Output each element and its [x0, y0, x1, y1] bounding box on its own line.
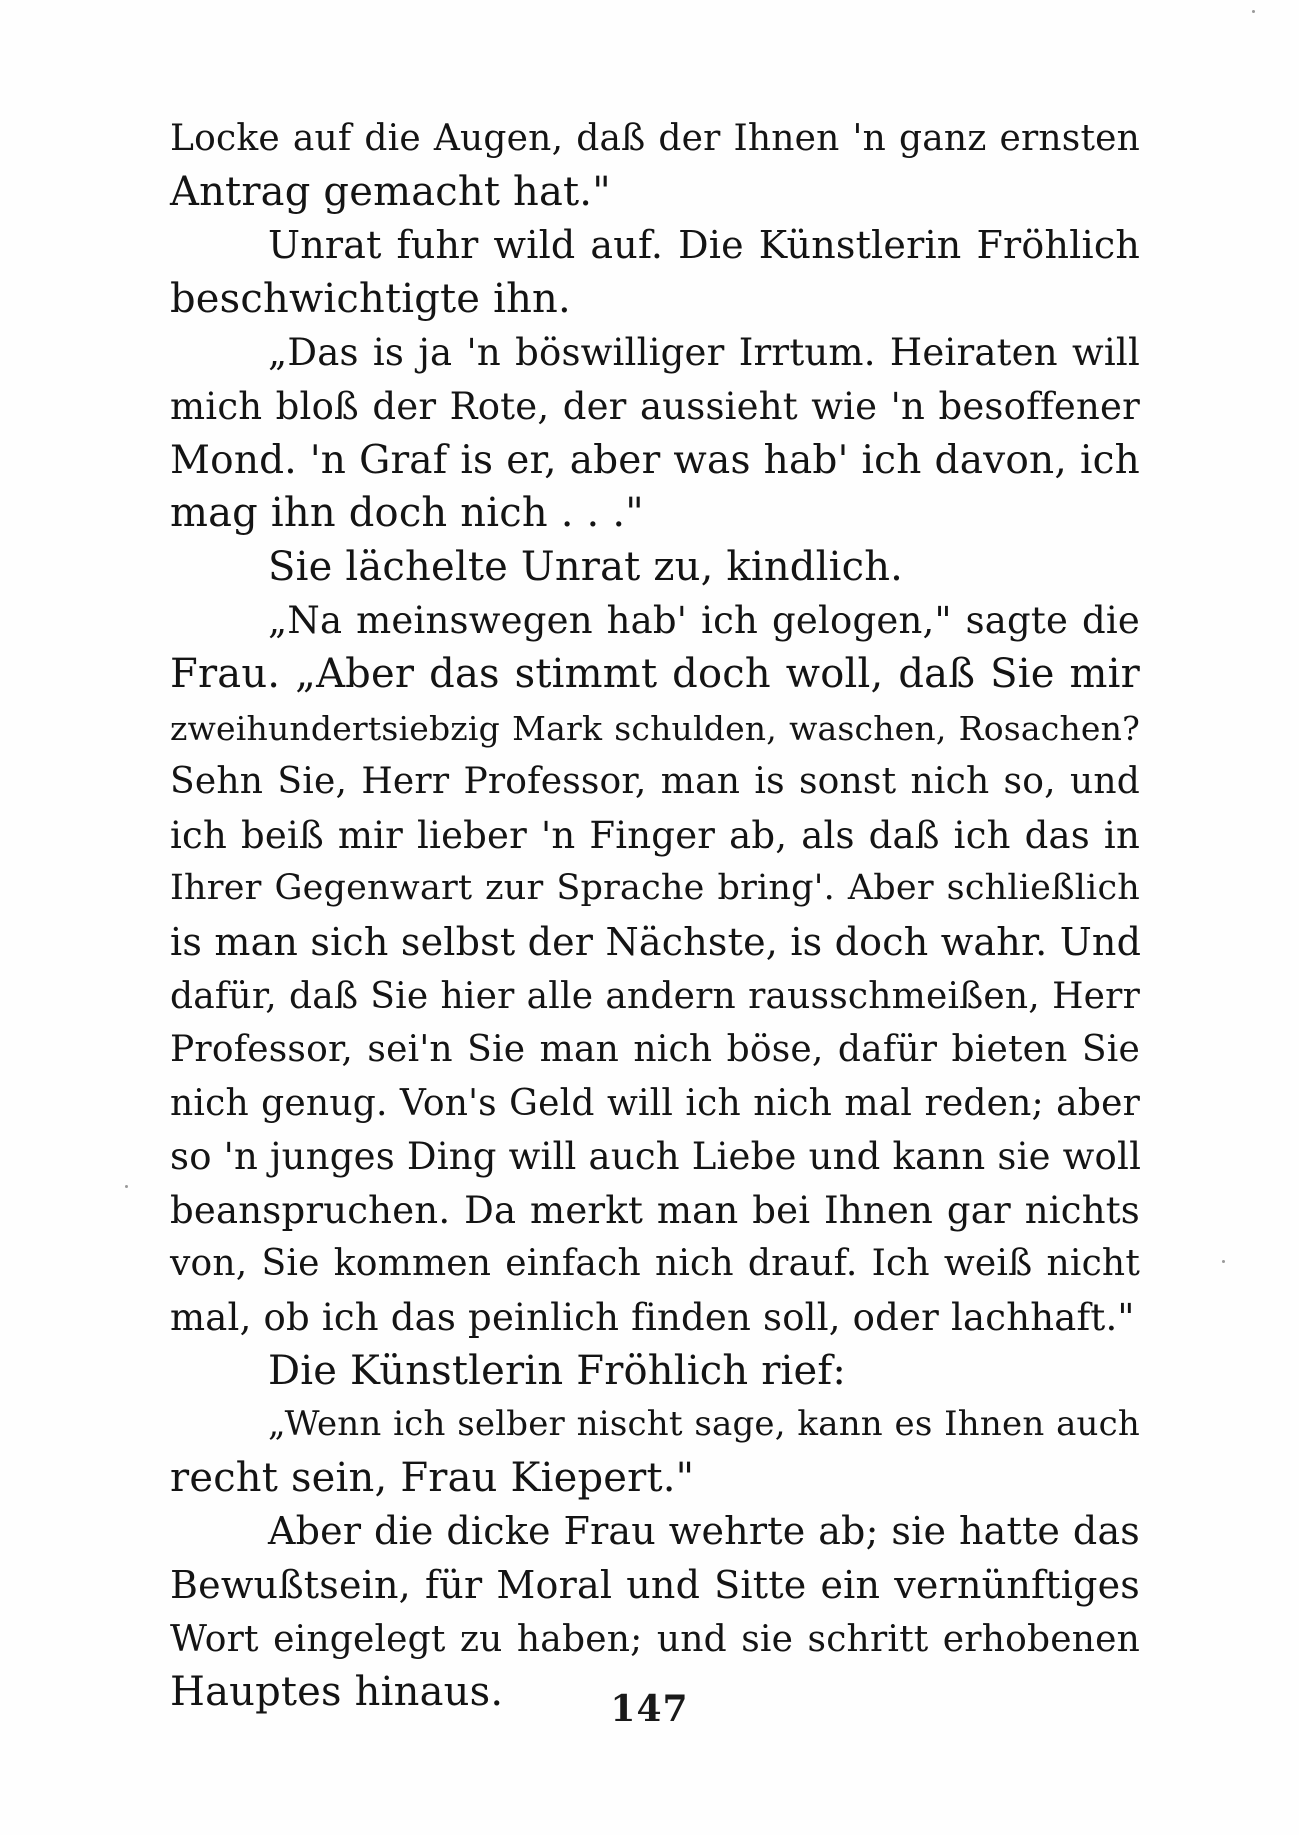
text-line: Frau. „Aber das stimmt doch woll, daß Sie mir [170, 650, 1140, 697]
text-line: Ihrer Gegenwart zur Sprache bring'. Aber schließlich [170, 868, 1140, 909]
text-line: von, Sie kommen einfach nich drauf. Ich weiß nicht [170, 1243, 1140, 1285]
text-line: so 'n junges Ding will auch Liebe und kann sie woll [170, 1135, 1142, 1179]
text-line: Mond. 'n Graf is er, aber was hab' ich davon, ich [170, 437, 1140, 483]
text-line: Hauptes hinaus. [170, 1669, 504, 1716]
text-line: Sie lächelte Unrat zu, kindlich. [268, 543, 904, 590]
scan-speck [1252, 10, 1255, 13]
text-line: zweihundertsiebzig Mark schulden, waschen, Rosachen? [170, 708, 1140, 748]
text-line: recht sein, Frau Kiepert." [170, 1454, 695, 1501]
text-line: mich bloß der Rote, der aussieht wie 'n besoffener [170, 384, 1140, 428]
scan-speck [1222, 1260, 1225, 1263]
body-text [170, 112, 1140, 1720]
text-line: Sehn Sie, Herr Professor, man is sonst nich so, und [170, 761, 1140, 803]
scan-speck [125, 1185, 128, 1188]
text-line: mal, ob ich das peinlich finden soll, oder lachhaft." [170, 1296, 1135, 1340]
text-line: Aber die dicke Frau wehrte ab; sie hatte das [268, 1509, 1140, 1554]
text-line: beanspruchen. Da merkt man bei Ihnen gar nichts [170, 1188, 1140, 1232]
text-line: is man sich selbst der Nächste, is doch wahr. Und [170, 919, 1142, 964]
text-line: „Das is ja 'n böswilliger Irrtum. Heiraten will [268, 331, 1140, 375]
text-line: Professor, sei'n Sie man nich böse, dafür bieten Sie [170, 1029, 1140, 1071]
text-line: ich beiß mir lieber 'n Finger ab, als daß ich das in [170, 813, 1140, 857]
text-line: Unrat fuhr wild auf. Die Künstlerin Fröhlich [268, 223, 1140, 268]
text-line: „Wenn ich selber nischt sage, kann es Ihnen auch [268, 1404, 1140, 1445]
text-line: „Na meinswegen hab' ich gelogen," sagte die [268, 599, 1140, 643]
text-line: nich genug. Von's Geld will ich nich mal reden; aber [170, 1082, 1140, 1124]
text-line: Locke auf die Augen, daß der Ihnen 'n ganz ernsten [170, 118, 1140, 159]
page-number: 147 [610, 1688, 689, 1730]
text-line: Die Künstlerin Fröhlich rief: [268, 1347, 847, 1394]
text-line: mag ihn doch nich . . ." [170, 490, 644, 537]
text-line: Bewußtsein, für Moral und Sitte ein vernünftiges [170, 1563, 1140, 1608]
text-line: Wort eingelegt zu haben; und sie schritt erhobenen [170, 1618, 1140, 1660]
text-line: beschwichtigte ihn. [170, 275, 571, 322]
text-line: Antrag gemacht hat." [170, 168, 611, 215]
text-line: dafür, daß Sie hier alle andern rausschmeißen, Herr [170, 975, 1140, 1017]
